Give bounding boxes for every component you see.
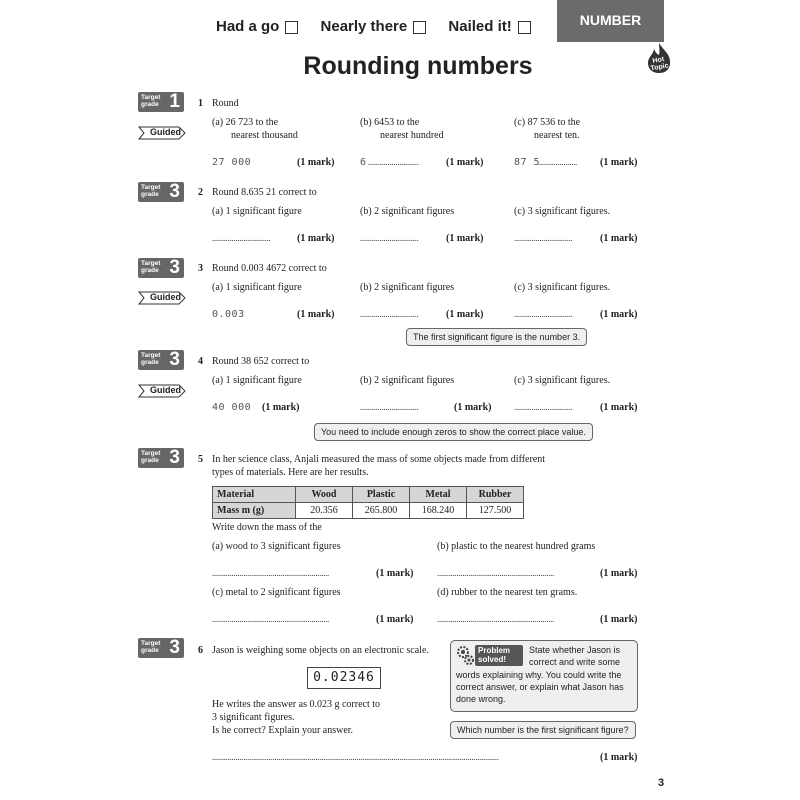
- hint-box: Which number is the first significant figure?: [450, 721, 636, 739]
- answer-2c[interactable]: ..............................: [514, 233, 573, 243]
- target-grade-badge: Target grade 3: [138, 258, 184, 278]
- nearly-there-checkbox[interactable]: [413, 21, 426, 34]
- results-table: Material Wood Plastic Metal Rubber Mass m (g) 20.356 265.800 168.240 127.500: [212, 486, 524, 519]
- answer-6[interactable]: ...................................................................................................................................................: [212, 752, 499, 762]
- answer-1b[interactable]: 6: [360, 157, 367, 168]
- answer-5c[interactable]: ............................................................: [212, 614, 330, 624]
- target-grade-badge: Target grade 3: [138, 638, 184, 658]
- answer-2a[interactable]: ..............................: [212, 233, 271, 243]
- answer-5a[interactable]: ............................................................: [212, 568, 330, 578]
- problem-solved-label: Problem solved!: [475, 645, 523, 666]
- hint-box: The first significant figure is the number 3.: [406, 328, 587, 346]
- question-stem: Round: [212, 98, 239, 109]
- answer-4b[interactable]: ..............................: [360, 402, 419, 412]
- guided-tag: Guided: [138, 384, 186, 398]
- had-a-go-checkbox[interactable]: [285, 21, 298, 34]
- had-a-go-label: Had a go: [216, 18, 280, 35]
- nearly-there-label: Nearly there: [320, 18, 408, 35]
- answer-5b[interactable]: ............................................................: [437, 568, 555, 578]
- scale-display: 0.02346: [307, 667, 381, 689]
- question-number: 1: [198, 98, 203, 109]
- section-tab: [557, 0, 664, 42]
- answer-3a[interactable]: 0.003: [212, 309, 245, 320]
- progress-checkboxes: [216, 18, 531, 35]
- guided-tag: Guided: [138, 126, 186, 140]
- answer-4c[interactable]: ..............................: [514, 402, 573, 412]
- answer-3b[interactable]: ..............................: [360, 309, 419, 319]
- answer-1c[interactable]: 87 5: [514, 157, 541, 168]
- page-number: 3: [658, 777, 665, 789]
- target-grade-badge: Target grade 3: [138, 182, 184, 202]
- hot-topic-flame-icon: Hot Topic: [644, 42, 674, 74]
- answer-2b[interactable]: ..............................: [360, 233, 419, 243]
- answer-5d[interactable]: ............................................................: [437, 614, 555, 624]
- answer-4a[interactable]: 40 000: [212, 402, 252, 413]
- answer-1a[interactable]: 27 000: [212, 157, 252, 168]
- hint-box: You need to include enough zeros to show the correct place value.: [314, 423, 593, 441]
- target-grade-badge: Target grade 3: [138, 448, 184, 468]
- problem-solved-box: Problem solved! State whether Jason is correct and write some words explaining why. You could write the correct answer, or explain what Jason has done wrong.: [450, 640, 638, 712]
- nailed-it-checkbox[interactable]: [518, 21, 531, 34]
- answer-3c[interactable]: ..............................: [514, 309, 573, 319]
- section-tab-label: NUMBER: [579, 12, 642, 28]
- guided-tag: Guided: [138, 291, 186, 305]
- target-grade-badge: Target grade 3: [138, 350, 184, 370]
- target-grade-badge: Target grade 1: [138, 92, 184, 112]
- gears-icon: [456, 645, 472, 661]
- page-title: Rounding numbers: [303, 52, 533, 80]
- nailed-it-label: Nailed it!: [448, 18, 512, 35]
